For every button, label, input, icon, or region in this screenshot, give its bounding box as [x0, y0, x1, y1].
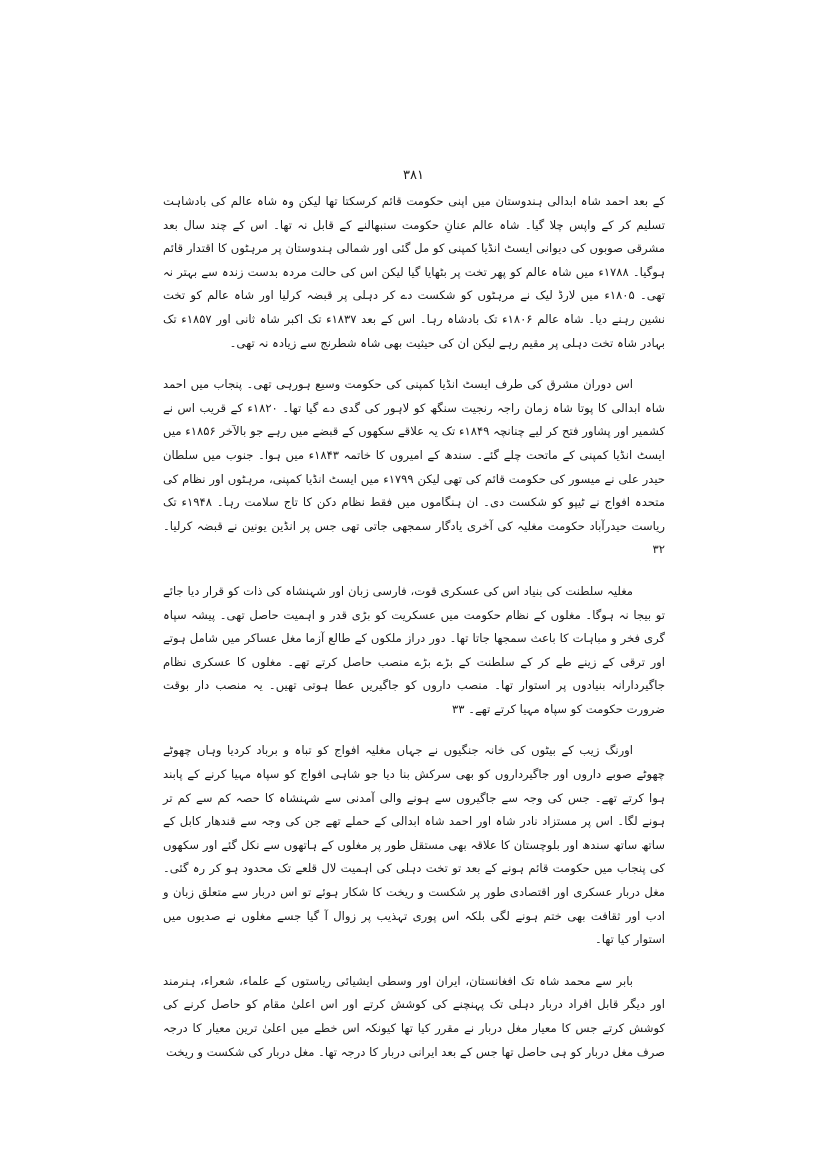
paragraph-4: اورنگ زیب کے بیٹوں کی خانہ جنگیوں نے جہاں مغلیہ افواج کو تباہ و برباد کردیا وہاں چھوٹے چھوٹے صوبے داروں اور جاگیرداروں کو بھی سرکش بنا دیا جو شاہی افواج کو سپاہ مہیا کرنے کے پابند ہوا کرتے تھے۔ جس کی وجہ سے جاگیروں سے ہونے والی آمدنی سے شہنشاہ کا حصہ کم سے کم تر ہونے لگا۔ اس پر مستزاد نادر شاہ اور احمد شاہ ابدالی کے حملے تھے جن کی وجہ سے قندھار کابل کے ساتھ ساتھ سندھ اور بلوچستان کا علاقہ بھی مستقل طور پر مغلوں کے ہاتھوں سے نکل گئے اور سکھوں کی پنجاب میں حکومت قائم ہونے کے بعد تو تخت دہلی کی اہمیت لال قلعے تک محدود ہو کر رہ گئی۔ مغل دربار عسکری اور اقتصادی طور پر شکست و ریخت کا شکار ہوئے تو اس دربار سے متعلق زبان و ادب اور ثقافت بھی ختم ہونے لگی بلکہ اس پوری تہذیب پر زوال آ گیا جسے مغلوں نے صدیوں میں استوار کیا تھا۔ — [163, 743, 665, 947]
page-number: ۳۸۱ — [403, 168, 424, 183]
paragraph-5: بابر سے محمد شاہ تک افغانستان، ایران اور وسطی ایشیائی ریاستوں کے علماء، شعراء، ہنرمند اور دیگر قابل افراد دربار دہلی تک پہنچنے کی کوشش کرتے اور اس اعلیٰ مقام کو حاصل کرنے کی کوشش کرتے جس کا معیار مغل دربار نے مقرر کیا تھا کیونکہ اس خطے میں اعلیٰ ترین معیار کا درجہ صرف مغل دربار کو ہی حاصل تھا جس کے بعد ایرانی دربار کا درجہ تھا۔ مغل دربار کی شکست و ریخت — [163, 973, 665, 1059]
paragraph-1: کے بعد احمد شاہ ابدالی ہندوستان میں اپنی حکومت قائم کرسکتا تھا لیکن وہ شاہ عالم کی بادشاہت تسلیم کر کے واپس چلا گیا۔ شاہ عالم عنانِ حکومت سنبھالنے کے قابل نہ تھا۔ اس کے چند سال بعد مشرقی صوبوں کی دیوانی ایسٹ انڈیا کمپنی کو مل گئی اور شمالی ہندوستان پر مرہٹوں کا اقتدار قائم ہوگیا۔ ۱۷۸۸ء میں شاہ عالم کو پھر تخت پر بٹھایا گیا لیکن اس کی حالت مردہ بدست زندہ سے بہتر نہ تھی۔ ۱۸۰۵ء میں لارڈ لیک نے مرہٹوں کو شکست دے کر دہلی پر قبضہ کرلیا اور شاہ عالم کو تخت نشین رہنے دیا۔ شاہ عالم ۱۸۰۶ء تک بادشاہ رہا۔ اس کے بعد ۱۸۳۷ء تک اکبر شاہ ثانی اور ۱۸۵۷ء تک بہادر شاہ تخت دہلی پر مقیم رہے لیکن ان کی حیثیت بھی شاہ شطرنج سے زیادہ نہ تھی۔ — [163, 194, 666, 350]
body-text — [163, 190, 665, 1082]
paragraph-2: اس دوران مشرق کی طرف ایسٹ انڈیا کمپنی کی حکومت وسیع ہورہی تھی۔ پنجاب میں احمد شاہ ابدالی کا پوتا شاہ زمان راجہ رنجیت سنگھ کو لاہور کی گدی دے گیا تھا۔ ۱۸۲۰ء کے قریب اس نے کشمیر اور پشاور فتح کر لیے چنانچہ ۱۸۴۹ء تک یہ علاقے سکھوں کے قبضے میں رہے جو بالآخر ۱۸۵۶ء میں ایسٹ انڈیا کمپنی کے ماتحت چلے گئے۔ سندھ کے امیروں کا خاتمہ ۱۸۴۳ء میں ہوا۔ جنوب میں سلطان حیدر علی نے میسور کی حکومت قائم کی تھی لیکن ۱۷۹۹ء میں ایسٹ انڈیا کمپنی، مرہٹوں اور نظام کی متحدہ افواج نے ٹیپو کو شکست دی۔ ان ہنگاموں میں فقط نظام دکن کا تاج سلامت رہا۔ ۱۹۴۸ء تک ریاست حیدرآباد حکومت مغلیہ کی آخری یادگار سمجھی جاتی تھی جس پر انڈین یونین نے قبضہ کرلیا۔ ۳۲ — [163, 377, 666, 557]
paragraph-3: مغلیہ سلطنت کی بنیاد اس کی عسکری قوت، فارسی زبان اور شہنشاہ کی ذات کو قرار دیا جائے تو بیجا نہ ہوگا۔ مغلوں کے نظام حکومت میں عسکریت کو بڑی قدر و اہمیت حاصل تھی۔ پیشہ سپاہ گری فخر و مباہات کا باعث سمجھا جاتا تھا۔ دور دراز ملکوں کے طالع آزما مغل عساکر میں شامل ہوتے اور ترقی کے زینے طے کر کے سلطنت کے بڑے بڑے منصب حاصل کرتے تھے۔ مغلوں کا عسکری نظام جاگیردارانہ بنیادوں پر استوار تھا۔ منصب داروں کو جاگیریں عطا ہوتی تھیں۔ یہ منصب دار بوقت ضرورت حکومت کو سپاہ مہیا کرتے تھے۔ ۳۳ — [163, 583, 665, 716]
